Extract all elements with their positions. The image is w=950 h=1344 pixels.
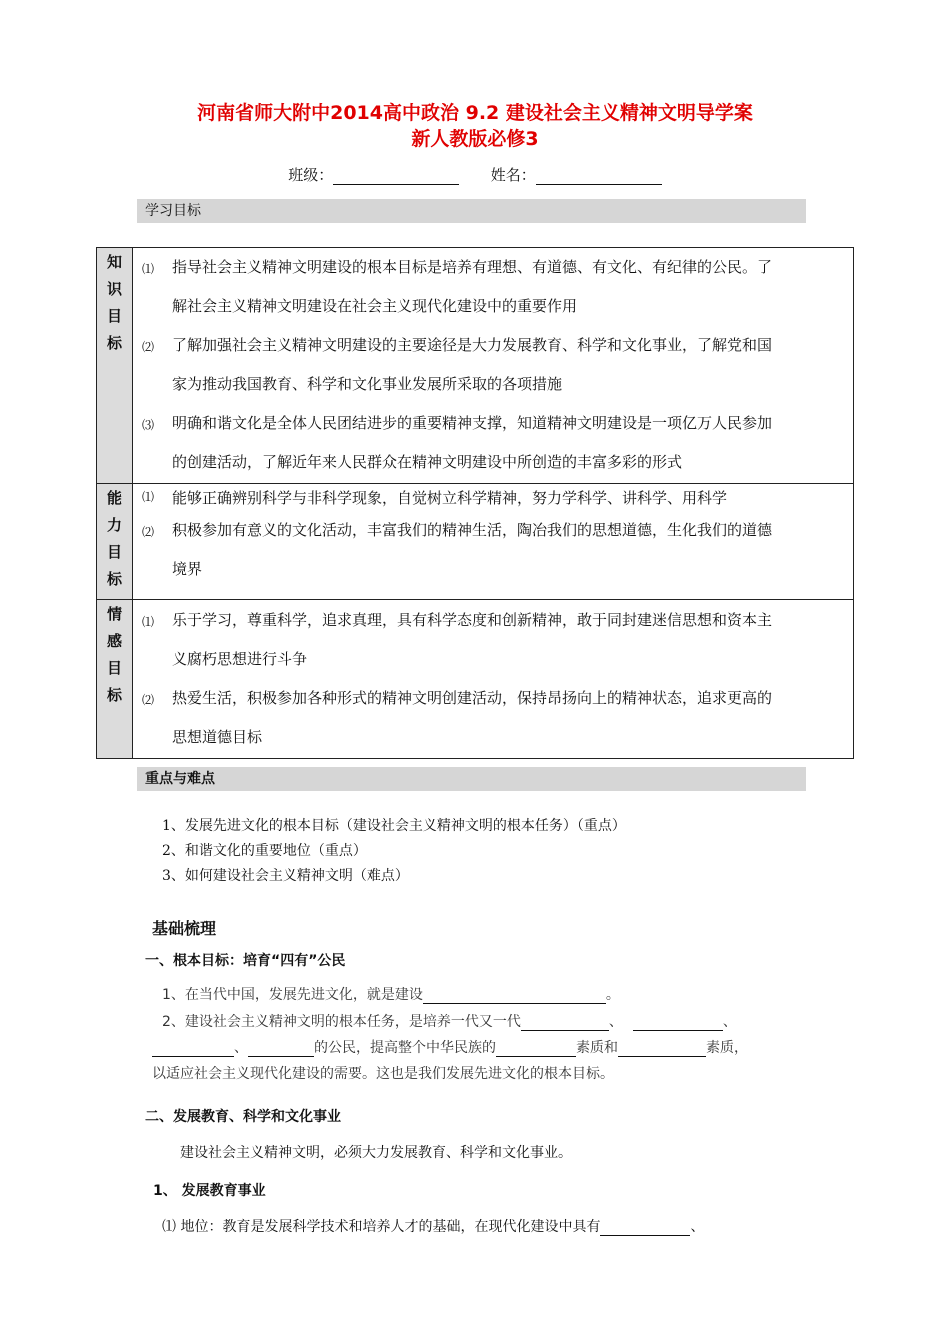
objective-head-ability: 能 力 目 标: [97, 484, 133, 600]
name-label: 姓名：: [490, 166, 536, 184]
answer-blank[interactable]: [423, 1003, 606, 1004]
objective-row-ability: [97, 484, 854, 600]
objective-item: ⑴ 乐于学习，尊重科学，追求真理，具有科学态度和创新精神，敢于同封建迷信思想和资本主 义腐朽思想进行斗争: [142, 611, 773, 668]
question-2-line1: 2、建设社会主义精神文明的根本任务，是培养一代又一代 、 、: [162, 1014, 737, 1030]
objective-item: ⑵ 积极参加有意义的文化活动，丰富我们的精神生活，陶冶我们的思想道德，生化我们的道德 境界: [142, 521, 773, 578]
objective-head-knowledge: 知 识 目 标: [97, 248, 133, 484]
objective-item: ⑴ 能够正确辨别科学与非科学现象，自觉树立科学精神，努力学科学、讲科学、用科学: [142, 489, 728, 507]
objective-item: ⑶ 明确和谐文化是全体人民团结进步的重要精神支撑，知道精神文明建设是一项亿万人民参加 的创建活动，了解近年来人民群众在精神文明建设中所创造的丰富多彩的形式: [142, 414, 773, 471]
answer-blank[interactable]: [633, 1030, 723, 1031]
page-subtitle: 新人教版必修3: [411, 128, 539, 150]
answer-blank[interactable]: [496, 1056, 576, 1057]
objective-item: ⑴ 指导社会主义精神文明建设的根本目标是培养有理想、有道德、有文化、有纪律的公民。了 解社会主义精神文明建设在社会主义现代化建设中的重要作用: [142, 258, 773, 315]
page-title: 河南省师大附中2014高中政治 9.2 建设社会主义精神文明导学案: [197, 102, 753, 124]
list-item: 2、和谐文化的重要地位（重点）: [162, 843, 367, 859]
answer-blank[interactable]: [600, 1235, 690, 1236]
sub1-heading: 1、 发展教育事业: [153, 1183, 266, 1199]
key-points-list: [162, 814, 626, 889]
objective-head-emotion: 情 感 目 标: [97, 600, 133, 759]
objective-row-knowledge: [97, 248, 854, 484]
class-label: 班级：: [288, 166, 334, 184]
part2-text: 建设社会主义精神文明，必须大力发展教育、科学和文化事业。: [180, 1145, 572, 1161]
question-2-line3: 以适应社会主义现代化建设的需要。这也是我们发展先进文化的根本目标。: [152, 1066, 614, 1082]
objective-item: ⑵ 了解加强社会主义精神文明建设的主要途径是大力发展教育、科学和文化事业，了解党和国 家为推动我国教育、科学和文化事业发展所采取的各项措施: [142, 336, 773, 393]
basics-heading: 基础梳理: [152, 919, 217, 938]
answer-blank[interactable]: [152, 1056, 234, 1057]
list-item: 1、发展先进文化的根本目标（建设社会主义精神文明的根本任务）（重点）: [162, 818, 626, 834]
class-blank[interactable]: [333, 184, 459, 185]
answer-blank[interactable]: [618, 1056, 706, 1057]
name-blank[interactable]: [536, 184, 662, 185]
objective-item: ⑵ 热爱生活，积极参加各种形式的精神文明创建活动，保持昂扬向上的精神状态，追求更高的 思想道德目标: [142, 689, 773, 746]
section-bar-objectives: 学习目标: [137, 199, 806, 223]
answer-blank[interactable]: [521, 1030, 609, 1031]
sub1-item: ⑴ 地位：教育是发展科学技术和培养人才的基础，在现代化建设中具有 、: [162, 1219, 705, 1235]
question-2-line2: 、 的公民，提高整个中华民族的 素质和 素质，: [152, 1037, 748, 1057]
part2-heading: 二、发展教育、科学和文化事业: [145, 1109, 341, 1125]
objectives-table: [96, 247, 854, 759]
question-1: 1、在当代中国，发展先进文化，就是建设 。: [162, 987, 620, 1003]
section-bar-key-points: 重点与难点: [137, 767, 806, 791]
answer-blank[interactable]: [248, 1056, 314, 1057]
part1-heading: 一、根本目标：培育“四有”公民: [145, 953, 346, 969]
objective-row-emotion: [97, 600, 854, 759]
list-item: 3、如何建设社会主义精神文明（难点）: [162, 868, 409, 884]
student-info-row: [0, 164, 950, 185]
